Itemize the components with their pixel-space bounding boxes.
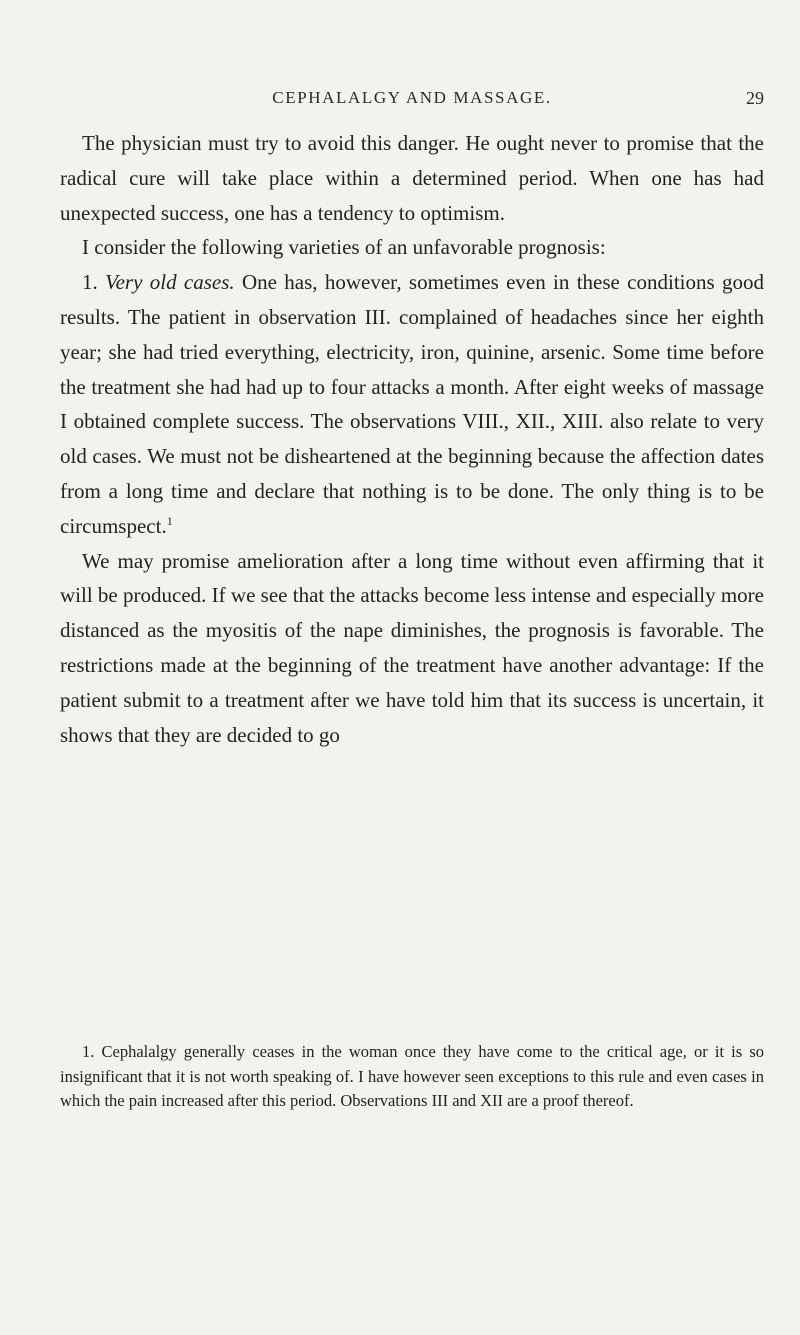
footnote-1: 1. Cephalalgy generally ceases in the woman once they have come to the critical age, or it is so insignificant that it is not worth speaking of. I have however seen exceptions to this rule and even cases in which the pain increased after this period. Observations III and XII are a proof thereof. [60,1042,764,1111]
page-number: 29 [746,88,764,108]
running-title: CEPHALALGY AND MASSAGE. [272,88,552,107]
paragraph-old-cases-text: One has, however, sometimes even in these conditions good results. The patient in observation III. complained of headaches since her eighth year; she had tried everything, electricity, iron, quinine, arsenic. Some time before the treatment she had had up to four attacks a month. After eight weeks of massage I obtained complete success. The observations VIII., XII., XIII. also relate to very old cases. We must not be disheartened at the beginning because the affection dates from a long time and declare that nothing is to be done. The only thing is to be circumspect. [60,270,765,538]
italic-heading: Very old cases. [105,270,235,295]
footnote-ref: 1 [166,513,173,528]
footnotes [60,1040,764,1114]
running-head [60,88,764,118]
paragraph-prognosis-intro: I consider the following varieties of an unfavorable prognosis: [82,235,606,260]
main-text [60,126,764,752]
paragraph-old-cases [60,265,764,543]
list-number: 1. [82,270,98,295]
paragraph-danger: The physician must try to avoid this danger. He ought never to promise that the radical cure will take place within a determined period. When one has had unexpected success, one has a tendency to optimism. [60,131,764,225]
paragraph-amelioration: We may promise amelioration after a long time without even affirming that it will be produced. If we see that the attacks become less intense and especially more distanced as the myositis of the nape diminishes, the prognosis is favorable. The restrictions made at the beginning of the treatment have another advantage: If the patient submit to a treatment after we have told him that its success is uncertain, it shows that they are decided to go [60,548,764,747]
